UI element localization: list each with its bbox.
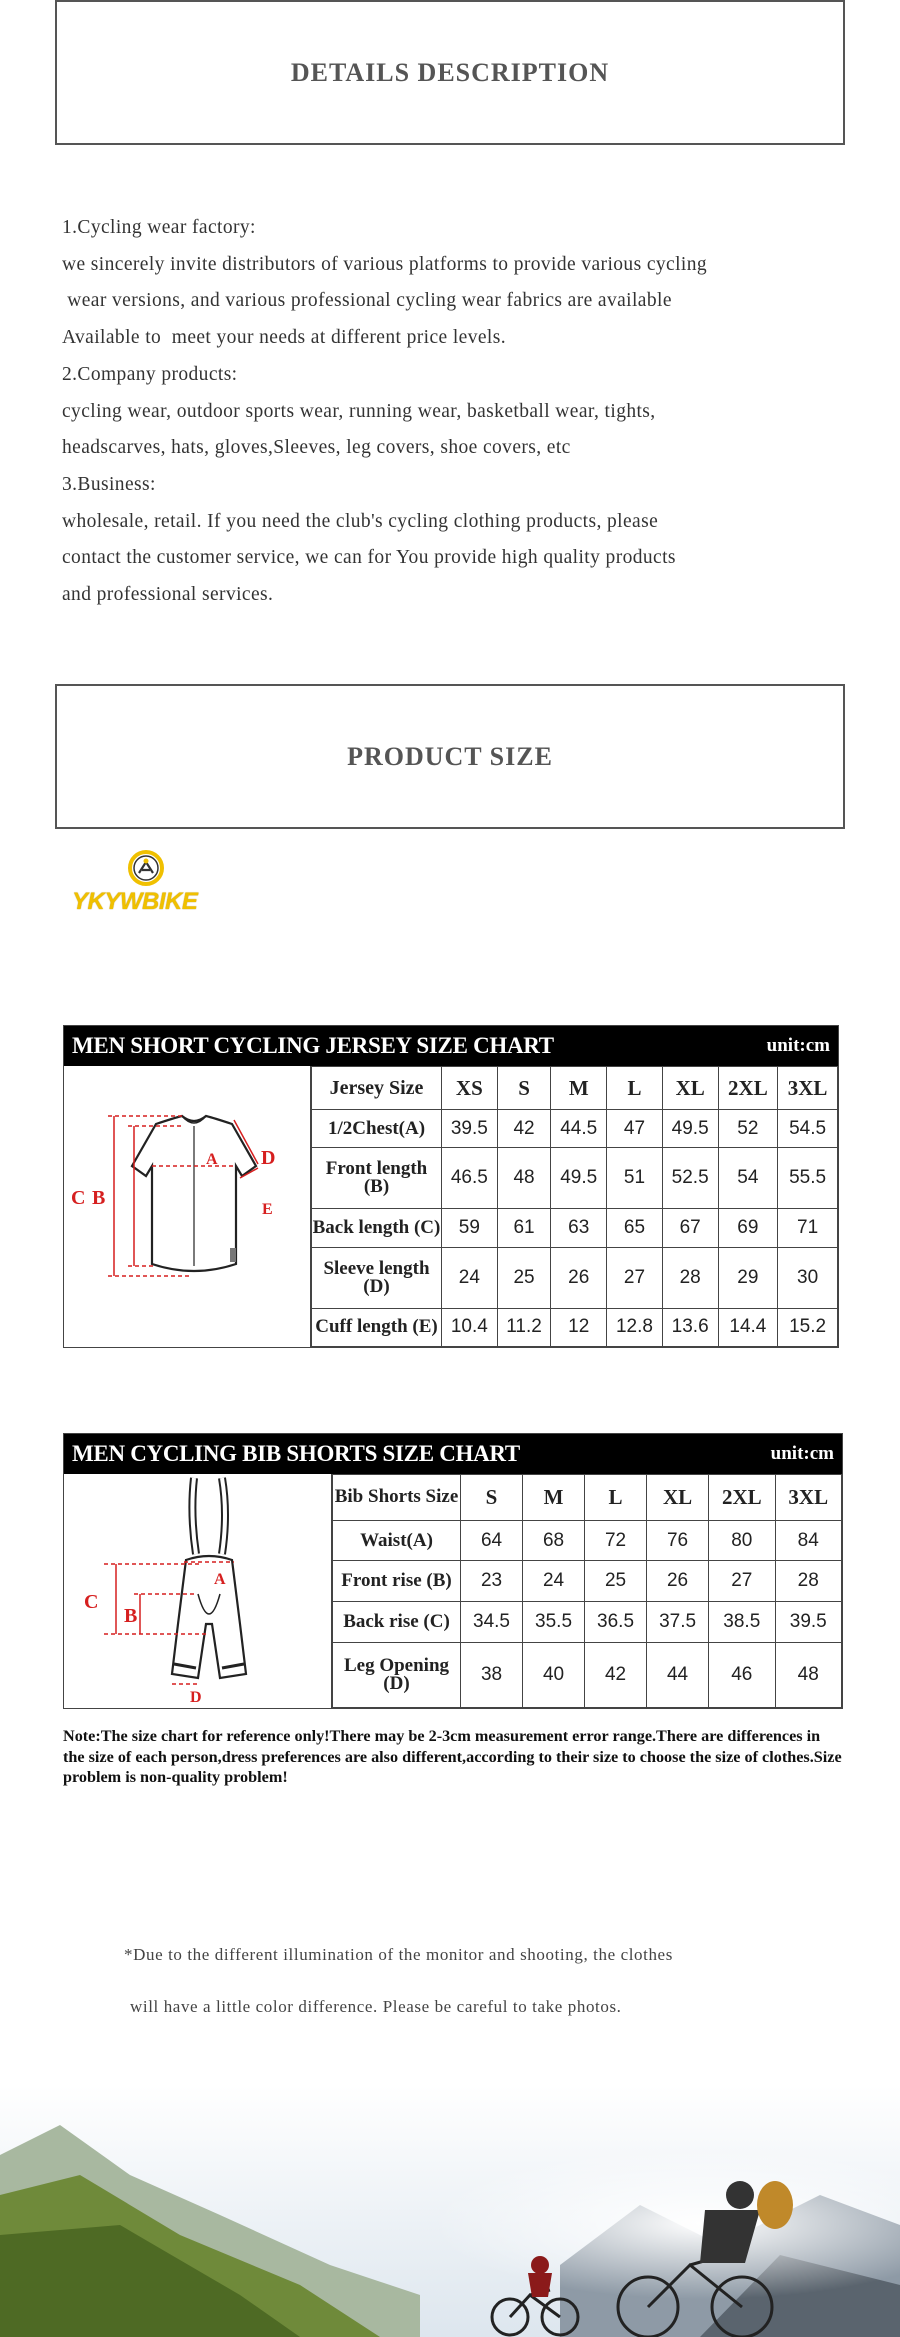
- size-header: L: [607, 1067, 663, 1110]
- size-value: 39.5: [442, 1110, 498, 1148]
- size-value: 48: [497, 1148, 551, 1209]
- table-row: [312, 1209, 838, 1247]
- desc-line: wear versions, and various professional cycling wear fabrics are available: [62, 290, 672, 312]
- size-value: 49.5: [551, 1148, 607, 1209]
- diagram-label-e: E: [262, 1201, 273, 1218]
- bib-chart-title: MEN CYCLING BIB SHORTS SIZE CHART: [72, 1441, 520, 1466]
- size-value: 15.2: [778, 1308, 838, 1346]
- table-row: [333, 1642, 842, 1707]
- size-value: 47: [607, 1110, 663, 1148]
- table-row: [333, 1561, 842, 1602]
- product-size-heading: PRODUCT SIZE: [55, 684, 845, 829]
- size-value: 25: [497, 1247, 551, 1308]
- size-value: 52: [718, 1110, 778, 1148]
- size-header: XL: [662, 1067, 718, 1110]
- diagram-label-c: C: [84, 1591, 99, 1613]
- size-value: 35.5: [523, 1602, 585, 1643]
- size-value: 55.5: [778, 1148, 838, 1209]
- size-value: 65: [607, 1209, 663, 1247]
- table-header-row: [333, 1475, 842, 1521]
- size-value: 59: [442, 1209, 498, 1247]
- size-value: 25: [585, 1561, 647, 1602]
- mountain-bikers-icon: [0, 2085, 900, 2337]
- size-value: 13.6: [662, 1308, 718, 1346]
- table-row: [312, 1148, 838, 1209]
- size-value: 44.5: [551, 1110, 607, 1148]
- size-value: 72: [585, 1520, 647, 1561]
- size-value: 42: [497, 1110, 551, 1148]
- diagram-label-b: B: [92, 1187, 106, 1209]
- row-label: Front rise (B): [333, 1561, 461, 1602]
- size-header: M: [551, 1067, 607, 1110]
- size-value: 46.5: [442, 1148, 498, 1209]
- size-value: 38: [461, 1642, 523, 1707]
- row-label: Back rise (C): [333, 1602, 461, 1643]
- size-header: 3XL: [775, 1475, 842, 1521]
- size-header: 3XL: [778, 1067, 838, 1110]
- size-value: 44: [647, 1642, 709, 1707]
- size-header: S: [461, 1475, 523, 1521]
- color-disclaimer-line-1: *Due to the different illumination of the monitor and shooting, the clothes: [124, 1945, 673, 1964]
- bike-logo-icon: [126, 848, 166, 888]
- row-label: Back length (C): [312, 1209, 442, 1247]
- size-header: M: [523, 1475, 585, 1521]
- table-header-row: [312, 1067, 838, 1110]
- brand-logo-text: YKYWBIKE: [72, 888, 198, 915]
- size-value: 27: [709, 1561, 775, 1602]
- size-value: 84: [775, 1520, 842, 1561]
- table-row: [312, 1247, 838, 1308]
- size-value: 24: [442, 1247, 498, 1308]
- jersey-size-table: [311, 1066, 838, 1347]
- size-value: 26: [551, 1247, 607, 1308]
- size-value: 37.5: [647, 1602, 709, 1643]
- size-value: 39.5: [775, 1602, 842, 1643]
- diagram-label-b: B: [124, 1605, 138, 1627]
- desc-line: 2.Company products:: [62, 363, 238, 385]
- diagram-label-a: A: [214, 1571, 226, 1588]
- size-value: 29: [718, 1247, 778, 1308]
- size-header: S: [497, 1067, 551, 1110]
- diagram-label-d: D: [261, 1147, 276, 1169]
- size-chart-note: Note:The size chart for reference only!There may be 2-3cm measurement error range.There are differences in the size of each person,dress preferences are also different,according to their size to choose the size of clothes.Size problem is non-quality problem!: [63, 1727, 842, 1786]
- bib-shorts-size-chart: [63, 1433, 843, 1709]
- size-value: 76: [647, 1520, 709, 1561]
- size-header: 2XL: [718, 1067, 778, 1110]
- table-row: [333, 1602, 842, 1643]
- bib-diagram: [64, 1474, 332, 1708]
- size-header: XL: [647, 1475, 709, 1521]
- jersey-chart-unit: unit:cm: [766, 1035, 830, 1056]
- size-value: 61: [497, 1209, 551, 1247]
- size-value: 64: [461, 1520, 523, 1561]
- table-row: [312, 1308, 838, 1346]
- size-value: 12.8: [607, 1308, 663, 1346]
- row-label: 1/2Chest(A): [312, 1110, 442, 1148]
- size-value: 14.4: [718, 1308, 778, 1346]
- desc-line: we sincerely invite distributors of various platforms to provide various cycling: [62, 253, 708, 275]
- size-value: 63: [551, 1209, 607, 1247]
- size-value: 46: [709, 1642, 775, 1707]
- cycling-scene-image: [0, 2085, 900, 2337]
- row-label: Sleeve length (D): [312, 1247, 442, 1308]
- desc-line: cycling wear, outdoor sports wear, running wear, basketball wear, tights,: [62, 400, 656, 422]
- size-value: 80: [709, 1520, 775, 1561]
- desc-line: wholesale, retail. If you need the club's cycling clothing products, please: [62, 510, 659, 532]
- size-value: 26: [647, 1561, 709, 1602]
- size-value: 27: [607, 1247, 663, 1308]
- size-value: 69: [718, 1209, 778, 1247]
- details-heading: DETAILS DESCRIPTION: [55, 0, 845, 145]
- table-row: [312, 1110, 838, 1148]
- size-value: 24: [523, 1561, 585, 1602]
- size-value: 12: [551, 1308, 607, 1346]
- desc-line: contact the customer service, we can for You provide high quality products: [62, 547, 676, 569]
- size-value: 10.4: [442, 1308, 498, 1346]
- jersey-diagram: [64, 1066, 311, 1347]
- details-description: [62, 210, 862, 614]
- color-disclaimer-line-2: will have a little color difference. Please be careful to take photos.: [130, 1997, 622, 2016]
- size-value: 40: [523, 1642, 585, 1707]
- size-value: 30: [778, 1247, 838, 1308]
- size-header: L: [585, 1475, 647, 1521]
- size-value: 71: [778, 1209, 838, 1247]
- size-value: 38.5: [709, 1602, 775, 1643]
- bib-chart-unit: unit:cm: [770, 1443, 834, 1464]
- jersey-diagram-icon: [64, 1066, 311, 1347]
- diagram-label-d: D: [190, 1689, 202, 1706]
- desc-line: and professional services.: [62, 584, 274, 606]
- diagram-label-a: A: [206, 1151, 218, 1168]
- bib-diagram-icon: [64, 1474, 332, 1708]
- size-value: 11.2: [497, 1308, 551, 1346]
- size-value: 48: [775, 1642, 842, 1707]
- size-value: 23: [461, 1561, 523, 1602]
- bib-size-table: [332, 1474, 842, 1708]
- row-label: Front length (B): [312, 1148, 442, 1209]
- size-header: 2XL: [709, 1475, 775, 1521]
- size-value: 28: [662, 1247, 718, 1308]
- header-label: Jersey Size: [312, 1067, 442, 1110]
- size-value: 51: [607, 1148, 663, 1209]
- table-row: [333, 1520, 842, 1561]
- size-value: 52.5: [662, 1148, 718, 1209]
- size-value: 42: [585, 1642, 647, 1707]
- row-label: Leg Opening (D): [333, 1642, 461, 1707]
- size-value: 67: [662, 1209, 718, 1247]
- size-header: XS: [442, 1067, 498, 1110]
- desc-line: Available to meet your needs at different price levels.: [62, 327, 507, 349]
- brand-logo: [72, 848, 212, 918]
- jersey-chart-header: [64, 1026, 838, 1066]
- desc-line: 3.Business:: [62, 473, 156, 495]
- header-label: Bib Shorts Size: [333, 1475, 461, 1521]
- desc-line: headscarves, hats, gloves,Sleeves, leg covers, shoe covers, etc: [62, 437, 571, 459]
- size-value: 28: [775, 1561, 842, 1602]
- size-value: 36.5: [585, 1602, 647, 1643]
- size-value: 68: [523, 1520, 585, 1561]
- size-value: 54.5: [778, 1110, 838, 1148]
- size-value: 34.5: [461, 1602, 523, 1643]
- size-value: 49.5: [662, 1110, 718, 1148]
- row-label: Waist(A): [333, 1520, 461, 1561]
- diagram-label-c: C: [71, 1187, 86, 1209]
- size-value: 54: [718, 1148, 778, 1209]
- bib-chart-header: [64, 1434, 842, 1474]
- jersey-chart-title: MEN SHORT CYCLING JERSEY SIZE CHART: [72, 1033, 554, 1058]
- row-label: Cuff length (E): [312, 1308, 442, 1346]
- desc-line: 1.Cycling wear factory:: [62, 217, 256, 238]
- jersey-size-chart: [63, 1025, 839, 1348]
